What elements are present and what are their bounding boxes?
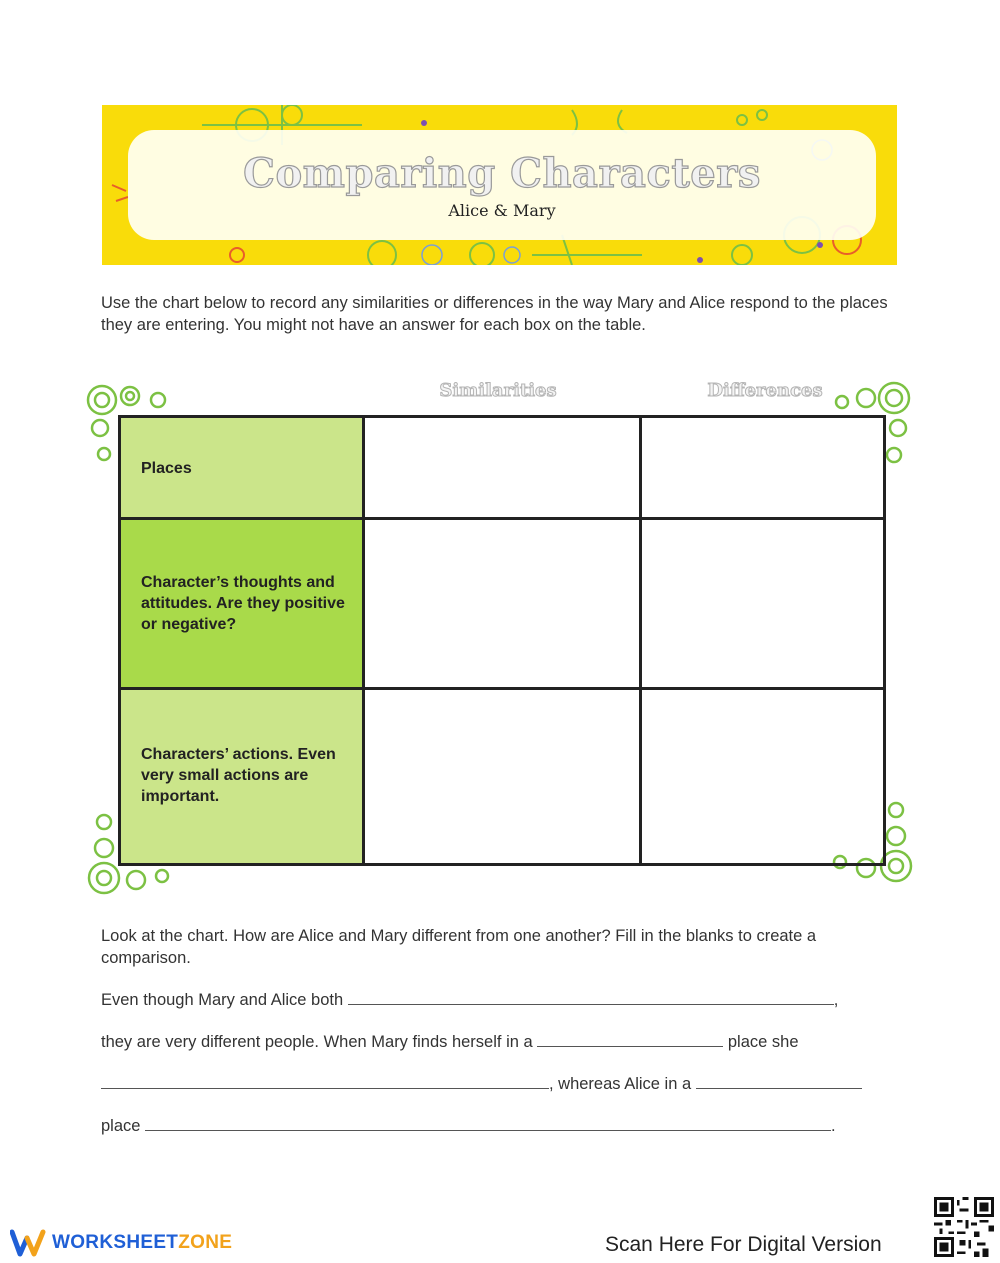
blank-field[interactable]	[145, 1115, 831, 1131]
answer-cell-places-similarities[interactable]	[366, 418, 640, 518]
worksheetzone-logo[interactable]	[10, 1228, 232, 1258]
fill-text: place	[101, 1117, 141, 1135]
comparison-instructions: Look at the chart. How are Alice and Mary different from one another? Fill in the blanks to create a comparison.	[101, 927, 817, 967]
blank-field[interactable]	[101, 1073, 549, 1089]
grid-line	[121, 687, 883, 690]
worksheet-title: Comparing Characters	[243, 150, 761, 197]
fill-text: Even though Mary and Alice both	[101, 991, 344, 1009]
column-header-similarities: Similarities	[439, 380, 557, 401]
grid-line	[121, 517, 883, 520]
answer-cell-places-differences[interactable]	[643, 418, 883, 518]
grid-line	[639, 418, 642, 863]
logo-text: WORKSHEETZONE	[52, 1232, 233, 1253]
answer-cell-actions-differences[interactable]	[643, 691, 883, 863]
blank-field[interactable]	[348, 989, 834, 1005]
scan-label: Scan Here For Digital Version	[605, 1233, 882, 1256]
fill-text: , whereas Alice in a	[549, 1075, 692, 1093]
comparison-chart	[118, 415, 886, 866]
qr-code-icon[interactable]	[934, 1197, 994, 1257]
answer-cell-actions-similarities[interactable]	[366, 691, 640, 863]
worksheet-subtitle: Alice & Mary	[448, 201, 556, 220]
fill-line-2	[101, 1031, 799, 1053]
fill-text: .	[831, 1117, 836, 1135]
fill-text: they are very different people. When Mary finds herself in a	[101, 1033, 533, 1051]
instructions-text: Use the chart below to record any similarities or differences in the way Mary and Alice respond to the places they are entering. You might not have an answer for each box on the table.	[101, 294, 888, 334]
row-label-places: Places	[121, 418, 363, 518]
row-label-actions: Characters’ actions. Even very small actions are important.	[121, 688, 363, 863]
column-header-differences: Differences	[707, 380, 823, 401]
answer-cell-thoughts-differences[interactable]	[643, 521, 883, 688]
answer-cell-thoughts-similarities[interactable]	[366, 521, 640, 688]
fill-line-1	[101, 989, 838, 1011]
fill-text: place she	[727, 1033, 799, 1051]
row-label-thoughts: Character’s thoughts and attitudes. Are they positive or negative?	[121, 518, 363, 688]
fill-text: ,	[833, 991, 839, 1009]
grid-line	[362, 418, 365, 863]
blank-field[interactable]	[537, 1031, 723, 1047]
blank-field[interactable]	[696, 1073, 862, 1089]
fill-line-3	[101, 1073, 862, 1095]
logo-mark-icon	[10, 1228, 46, 1258]
fill-line-4	[101, 1115, 836, 1137]
